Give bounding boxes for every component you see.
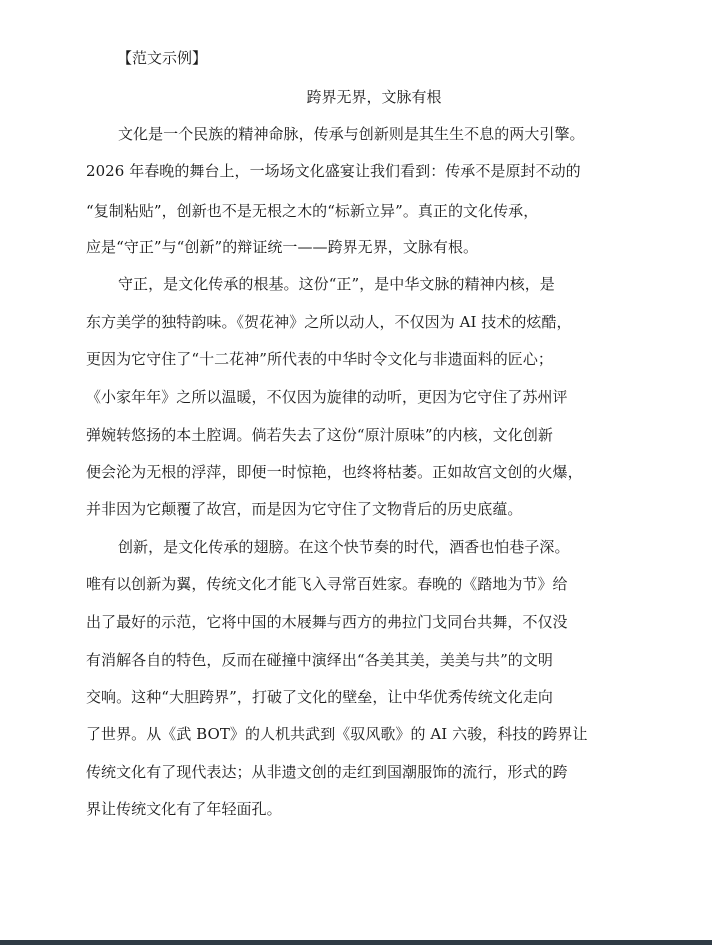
paragraph-line: 并非因为它颠覆了故宫，而是因为它守住了文物背后的历史底蕴。: [86, 500, 523, 518]
paragraph-line: 更因为它守住了“十二花神”所代表的中华时令文化与非遗面料的匠心；: [86, 350, 553, 368]
paragraph-line: 应是“守正”与“创新”的辩证统一——跨界无界，文脉有根。: [86, 238, 479, 256]
paragraph-line: 有消解各自的特色，反而在碰撞中演绎出“各美其美，美美与共”的文明: [86, 651, 553, 669]
paragraph-line: 2026 年春晚的舞台上，一场场文化盛宴让我们看到：传承不是原封不动的: [86, 162, 581, 180]
bottom-border-bar: [0, 940, 712, 945]
paragraph-line: 守正，是文化传承的根基。这份“正”，是中华文脉的精神内核，是: [118, 275, 555, 293]
paragraph-line: 传统文化有了现代表达；从非遗文创的走红到国潮服饰的流行，形式的跨: [86, 763, 568, 781]
paragraph-line: 便会沦为无根的浮萍，即便一时惊艳，也终将枯萎。正如故宫文创的火爆，: [86, 463, 583, 481]
paragraph-line: 文化是一个民族的精神命脉，传承与创新则是其生生不息的两大引擎。: [118, 125, 585, 143]
paragraph-line: 界让传统文化有了年轻面孔。: [86, 800, 282, 818]
essay-title: 跨界无界，文脉有根: [306, 88, 442, 106]
paragraph-line: “复制粘贴”，创新也不是无根之木的“标新立异”。真正的文化传承，: [86, 202, 539, 220]
paragraph-line: 出了最好的示范，它将中国的木屐舞与西方的弗拉门戈同台共舞，不仅没: [86, 613, 568, 631]
paragraph-line: 《小家年年》之所以温暖，不仅因为旋律的动听，更因为它守住了苏州评: [86, 388, 568, 406]
paragraph-line: 东方美学的独特韵味。《贺花神》之所以动人，不仅因为 AI 技术的炫酷，: [86, 313, 572, 331]
paragraph-line: 创新，是文化传承的翅膀。在这个快节奏的时代，酒香也怕巷子深。: [118, 538, 570, 556]
section-label: 【范文示例】: [117, 49, 208, 67]
paragraph-line: 交响。这种“大胆跨界”，打破了文化的壁垒，让中华优秀传统文化走向: [86, 688, 553, 706]
paragraph-line: 了世界。从《武 BOT》的人机共武到《驭风歌》的 AI 六骏，科技的跨界让: [86, 725, 588, 743]
paragraph-line: 弹婉转悠扬的本土腔调。倘若失去了这份“原汁原味”的内核，文化创新: [86, 426, 553, 444]
paragraph-line: 唯有以创新为翼，传统文化才能飞入寻常百姓家。春晚的《踏地为节》给: [86, 575, 568, 593]
